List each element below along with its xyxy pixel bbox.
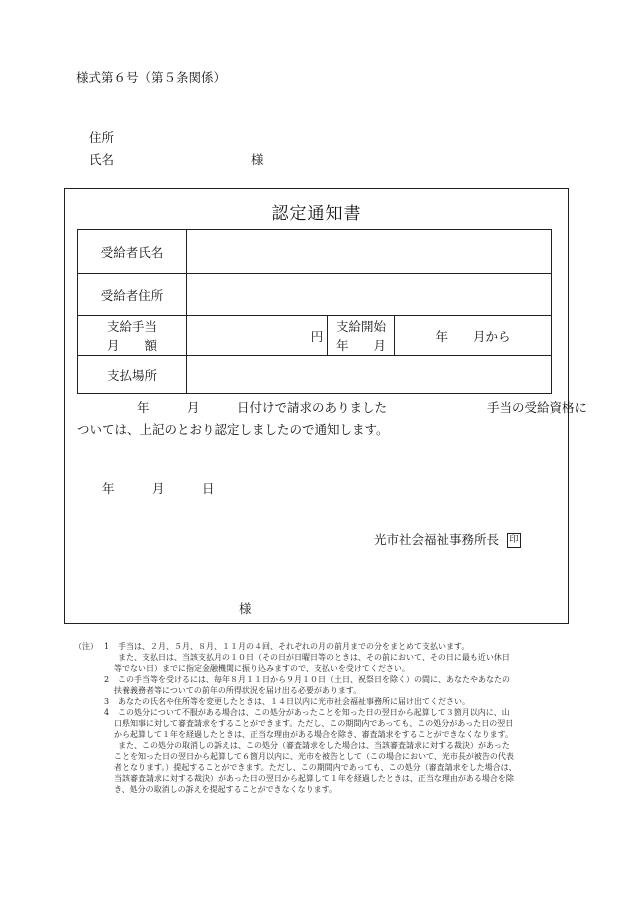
- document-title: 認定通知書: [271, 204, 362, 224]
- table-row: [78, 274, 552, 316]
- address-label: 住所: [89, 130, 115, 145]
- issue-date: 年 月 日: [102, 481, 215, 496]
- start-value: 年 月から: [395, 316, 552, 356]
- monthly-amount-label-line1: 支給手当: [106, 318, 157, 334]
- note-line: [104, 784, 564, 795]
- table-row: [78, 316, 552, 356]
- recipient-name-label: 受給者氏名: [78, 230, 187, 274]
- recipient-address-label: 受給者住所: [78, 274, 187, 316]
- body-text-line1: 年 月 日付けで請求のありました 手当の受給資格に: [137, 400, 588, 415]
- note-line: [104, 762, 564, 773]
- note-number: 2: [104, 675, 110, 684]
- form-number: 様式第６号（第５条関係）: [76, 70, 227, 85]
- note-line: [104, 707, 564, 718]
- note-line: [104, 663, 564, 674]
- note-text: あなたの氏名や住所等を変更したときは、１４日以内に光市社会福祉事務所に届け出てください。: [118, 697, 470, 706]
- monthly-amount-label: [78, 316, 187, 356]
- note-text: この処分について不服がある場合は、この処分があったことを知った日の翌日から起算して３箇月以内に、山: [118, 708, 510, 717]
- recipient-address-cell: [187, 274, 552, 316]
- note-number: 3: [104, 697, 110, 706]
- notes-marker: （注）: [74, 642, 98, 651]
- monthly-amount-cell: [187, 316, 308, 356]
- note-text: この手当等を受けるには、毎年８月１１日から９月１０日（土日、祝祭日を除く）の間に、あなたやあなたの: [118, 675, 510, 684]
- recipient-name-cell: [187, 230, 552, 274]
- recipient-honorific: 様: [251, 152, 264, 167]
- body-text-line2: ついては、上記のとおり認定しましたので通知します。: [77, 422, 389, 437]
- note-number: 1: [104, 642, 110, 651]
- yen-unit: 円: [307, 316, 328, 356]
- table-row: [78, 356, 552, 394]
- certification-table: [77, 229, 552, 394]
- note-line: [104, 641, 564, 652]
- notice-frame: [64, 188, 588, 624]
- note-line: [104, 740, 564, 751]
- note-text: き、処分の取消しの訴えを提起することができなくなります。: [114, 785, 338, 794]
- note-text: 口県知事に対して審査請求をすることができます。ただし、この期間内であっても、この処分があった日の翌日: [114, 719, 514, 728]
- note-text: 等でない日）までに指定金融機関に振り込みますので、支払いを受けてください。: [114, 664, 410, 673]
- note-line: [104, 685, 564, 696]
- start-label-line1: 支給開始: [335, 318, 386, 334]
- start-label: [328, 316, 395, 356]
- note-text: 者となります。）提起することができます。ただし、この期間内であっても、この処分（審査請求をした場合は、: [114, 763, 517, 772]
- note-text: ことを知った日の翌日から起算して６箇月以内に、光市を被告として（この場合において、光市長が被告の代表: [114, 752, 514, 761]
- payment-place-cell: [187, 356, 552, 394]
- monthly-amount-label-line2: 月 額: [106, 337, 157, 353]
- bottom-honorific: 様: [239, 601, 252, 616]
- note-number: 4: [104, 708, 110, 717]
- start-label-line2: 年 月: [335, 337, 386, 353]
- issuer: [374, 530, 521, 548]
- note-text: から起算して１年を経過したときは、正当な理由がある場合を除き、審査請求をすることができなくなります。: [114, 730, 514, 739]
- table-row: [78, 230, 552, 274]
- note-text: 扶養義務者等についての前年の所得状況を届け出る必要があります。: [114, 686, 362, 695]
- seal-stamp: 印: [507, 533, 521, 548]
- note-text: また、この処分の取消しの訴えは、この処分（審査請求をした場合は、当該審査請求に対する裁決）があった: [118, 741, 510, 750]
- note-text: 当該審査請求に対する裁決）があった日の翌日から起算して１年を経過したときは、正当な理由がある場合を除: [114, 774, 514, 783]
- note-line: [104, 751, 564, 762]
- note-text: 手当は、２月、５月、８月、１１月の４回、それぞれの月の前月までの分をまとめて支払います。: [118, 642, 470, 651]
- name-label: 氏名: [89, 152, 115, 167]
- note-text: また、支払日は、当該支払月の１０日（その日が日曜日等のときは、その前において、その日に最も近い休日: [118, 653, 510, 662]
- note-line: [104, 773, 564, 784]
- payment-place-label: 支払場所: [78, 356, 187, 394]
- note-line: [104, 652, 564, 663]
- notes-list: [104, 641, 564, 795]
- issuer-name: 光市社会福祉事務所長: [374, 532, 500, 547]
- note-line: [104, 674, 564, 685]
- note-line: [104, 729, 564, 740]
- note-line: [104, 718, 564, 729]
- note-line: [104, 696, 564, 707]
